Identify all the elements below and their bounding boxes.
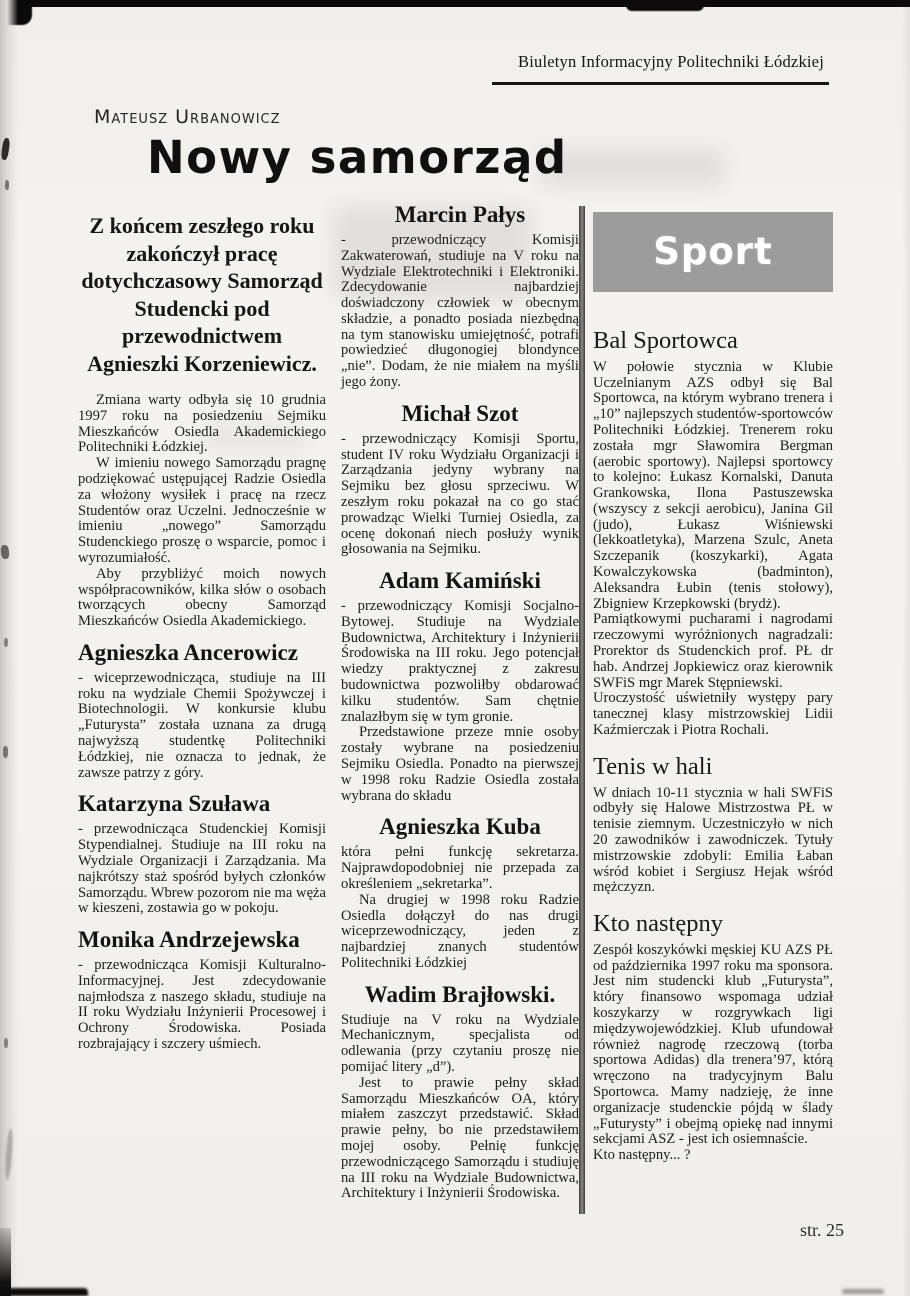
article-title: Nowy samorząd xyxy=(147,131,568,184)
section-heading: Adam Kamiński xyxy=(379,568,541,594)
binding-mark xyxy=(4,1038,8,1048)
section-kto-nastepny xyxy=(593,911,833,1164)
section-adam-kaminski xyxy=(341,569,579,804)
scan-smudge-bottom-right xyxy=(842,1289,884,1294)
sport-section-banner: Sport xyxy=(593,212,833,292)
paragraph: Aby przybliżyć moich nowych współpracowników, kilka słów o osobach tworzących obecny Samorząd Mieszkańców Osiedla Akademickiego. xyxy=(78,565,326,630)
paragraph: która pełni funkcję sekretarza. Najprawdopodobniej nie przepada za określeniem „sekretarka”. xyxy=(341,844,579,892)
binding-mark xyxy=(5,180,9,190)
section-monika-andrzejewska xyxy=(78,928,326,1053)
scan-edge-right xyxy=(902,0,910,1296)
section-katarzyna-szulawa xyxy=(78,792,326,917)
section-agnieszka-kuba xyxy=(341,815,579,971)
section-heading: Kto następny xyxy=(593,910,723,938)
paragraph: W imieniu nowego Samorządu pragnę podziękować ustępującej Radzie Osiedla za włożony wysiłek i pracę na rzecz Studentów oraz Uczelni. Jednocześnie w imieniu „nowego” Samorządu Studenckiego proszę o wsparcie, pomoc i wyrozumiałość. xyxy=(78,455,326,566)
author-byline: Mateusz Urbanowicz xyxy=(94,106,281,128)
page-number: str. 25 xyxy=(799,1220,844,1240)
section-bal-sportowca xyxy=(593,328,833,739)
lead-paragraph: Z końcem zeszłego roku zakończył pracę dotychczasowy Samorząd Studencki pod przewodnictwem Agnieszki Korzeniewicz. xyxy=(81,213,323,376)
paragraph: Zespół koszykówki męskiej KU AZS PŁ od października 1997 roku ma sponsora. Jest nim studencki klub „Futurysta”, który finansowo wspomaga udział koszykarzy w rozgrywkach ligi międzywojewódzkiej. Klub ufundował również nagrodę rzeczową (torba sportowa Adidas) dla trenera’97, którą wręczono na tradycyjnym Balu Sportowca. Mamy nadzieję, że inne organizacje studenckie pójdą w ślady „Futurysty” i obejmą opiekę nad innymi sekcjami ASZ - jest ich osiemnaście. xyxy=(593,941,833,1148)
paragraph: Studiuje na V roku na Wydziale Mechanicznym, specjalista od odlewania (przy czytaniu proszę nie pomijać litery „d”). xyxy=(341,1011,579,1075)
section-michal-szot xyxy=(341,402,579,558)
binding-mark xyxy=(3,746,8,758)
paragraph: W połowie stycznia w Klubie Uczelnianym AZS odbył się Bal Sportowca, na którym wybrano trenera i „10” najlepszych studentów-sportowców Politechniki Łódzkiej. Trenerem roku została mgr Sławomira Bergman (aerobic sportowy). Najlepsi sportowcy to kolejno: Łukasz Kornalski, Danuta Grankowska, Ilona Pastuszewska (wszyscy z sekcji aerobicu), Janina Gil (judo), Łukasz Wiśniewski (lekkoatletyka), Marzena Szulc, Aneta Szczepanik (koszykarki), Agata Kowalczykowska (badminton), Aleksandra Łubin (tenis stołowy), Zbigniew Krzepkowski (brydż). xyxy=(593,358,833,612)
paragraph: Przedstawione przeze mnie osoby zostały wybrane na posiedzeniu Sejmiku Osiedla. Ponadto na pierwszej w 1998 roku Radzie Osiedla została wybrana do składu xyxy=(341,724,579,804)
scan-edge-top-bump xyxy=(626,0,704,11)
paragraph: - wiceprzewodnicząca, studiuje na III roku na wydziale Chemii Spożywczej i Biotechnologii. W konkursie klubu „Futurysta” została uznana za drugą najwyższą studentkę Politechniki Łódzkiej, nie oznacza to jednak, że zawsze patrzy z góry. xyxy=(78,669,326,781)
section-heading: Monika Andrzejewska xyxy=(78,927,300,953)
paragraph: - przewodniczący Komisji Zakwaterowań, studiuje na V roku na Wydziale Elektrotechniki i Elektroniki. Zdecydowanie najbardziej doświadczony człowiek w obecnym składzie, a ponadto posiada niezbędną na tym stanowisku umiejętność, potrafi powiedzieć długonogiej blondynce „nie”. Dodam, że nie miałem na myśli jego żony. xyxy=(341,231,579,391)
scan-edge-left xyxy=(0,0,18,1296)
binding-mark xyxy=(0,545,9,560)
paragraph: W dniach 10-11 stycznia w hali SWFiS odbyły się Halowe Mistrzostwa PŁ w tenisie ziemnym. Uczestniczyło w nich 20 zawodników i zawodniczek. Tytuły mistrzowskie zdobyli: Emilia Łaban wśród kobiet i Sergiusz Hejak wśród mężczyzn. xyxy=(593,784,833,896)
section-tenis-w-hali xyxy=(593,754,833,896)
scan-corner-bottom-left xyxy=(0,1228,11,1296)
paragraph: Kto następny... ? xyxy=(593,1147,691,1164)
section-heading: Marcin Pałys xyxy=(394,202,526,227)
column-divider-rule xyxy=(579,206,585,1214)
paragraph: - przewodnicząca Studenckiej Komisji Stypendialnej. Studiuje na III roku na Wydziale Organizacji i Zarządzania. Ma najkrótszy staż spośród byłych członków Samorządu. Wbrew pozorom nie ma węża w kieszeni, zostawia go w pokoju. xyxy=(78,821,326,917)
paragraph: - przewodniczący Komisji Socjalno-Bytowej. Studiuje na Wydziale Budownictwa, Architektury i Inżynierii Środowiska na III roku. Jego potencjał wiedzy praktycznej z zakresu budownictwa pozwoliłby obdarować kilku studentów. Sam chętnie znalazłbym się w tym gronie. xyxy=(341,598,579,725)
section-wadim-brajlowski xyxy=(341,983,579,1202)
column-right-sport xyxy=(593,212,833,1164)
column-left xyxy=(78,212,326,1053)
paragraph: Na drugiej w 1998 roku Radzie Osiedla dołączył do nas drugi wiceprzewodniczący, jeden z najbardziej znanych studentów Politechniki Łódzkiej xyxy=(341,891,579,971)
section-heading: Bal Sportowca xyxy=(593,327,738,354)
scan-corner-bottom-left-smear xyxy=(0,1288,88,1296)
paragraph: Uroczystość uświetniły występy pary tanecznej klasy mistrzowskiej Lidii Kaźmierczak i Piotra Rochali. xyxy=(593,690,833,739)
bulletin-header: Biuletyn Informacyjny Politechniki Łódzkiej xyxy=(518,52,824,71)
section-heading: Agnieszka Ancerowicz xyxy=(78,639,298,665)
show-through-ghost xyxy=(540,148,725,186)
header-rule xyxy=(492,82,829,85)
binding-mark xyxy=(4,638,8,647)
section-heading: Michał Szot xyxy=(401,400,519,426)
section-heading: Wadim Brajłowski. xyxy=(364,981,556,1007)
paragraph: - przewodnicząca Komisji Kulturalno-Informacyjnej. Jest zdecydowanie najmłodsza z naszego składu, studiuje na II roku Wydziału Inżynierii Procesowej i Ochrony Środowiska. Posiada rozbrajający i szczery uśmiech. xyxy=(78,957,326,1053)
paragraph: Zmiana warty odbyła się 10 grudnia 1997 roku na posiedzeniu Sejmiku Mieszkańców Osiedla Akademickiego Politechniki Łódzkiej. xyxy=(78,392,326,456)
section-agnieszka-ancerowicz xyxy=(78,641,326,781)
section-heading: Katarzyna Szuława xyxy=(78,791,271,817)
section-marcin-palys xyxy=(341,203,579,391)
paragraph: - przewodniczący Komisji Sportu, student IV roku Wydziału Organizacji i Zarządzania jedyny wybrany na Sejmiku bez głosu sprzeciwu. W zeszłym roku pokazał na co go stać prowadząc Wielki Turniej Osiedla, za ocenę dokonań niech posłuży wynik głosowania na Sejmiku. xyxy=(341,430,579,558)
paragraph: Pamiątkowymi pucharami i nagrodami rzeczowymi wyróżnionych nagradzali: Prorektor ds Studenckich prof. PŁ dr hab. Andrzej Jopkiewicz oraz kierownik SWFiS mgr Marek Stępniewski. xyxy=(593,611,833,691)
paragraph: Jest to prawie pełny skład Samorządu Mieszkańców OA, który miałem zaszczyt przedstawić. Skład prawie pełny, bo nie przedstawiłem mojej osoby. Pełnię funkcję przewodniczącego Samorządu i studiuję na III roku na Wydziale Budownictwa, Architektury i Inżynierii Środowiska. xyxy=(341,1074,579,1202)
scan-edge-top xyxy=(0,0,910,7)
column-middle xyxy=(341,203,579,1202)
section-heading: Agnieszka Kuba xyxy=(379,814,541,840)
section-heading: Tenis w hali xyxy=(593,752,713,780)
